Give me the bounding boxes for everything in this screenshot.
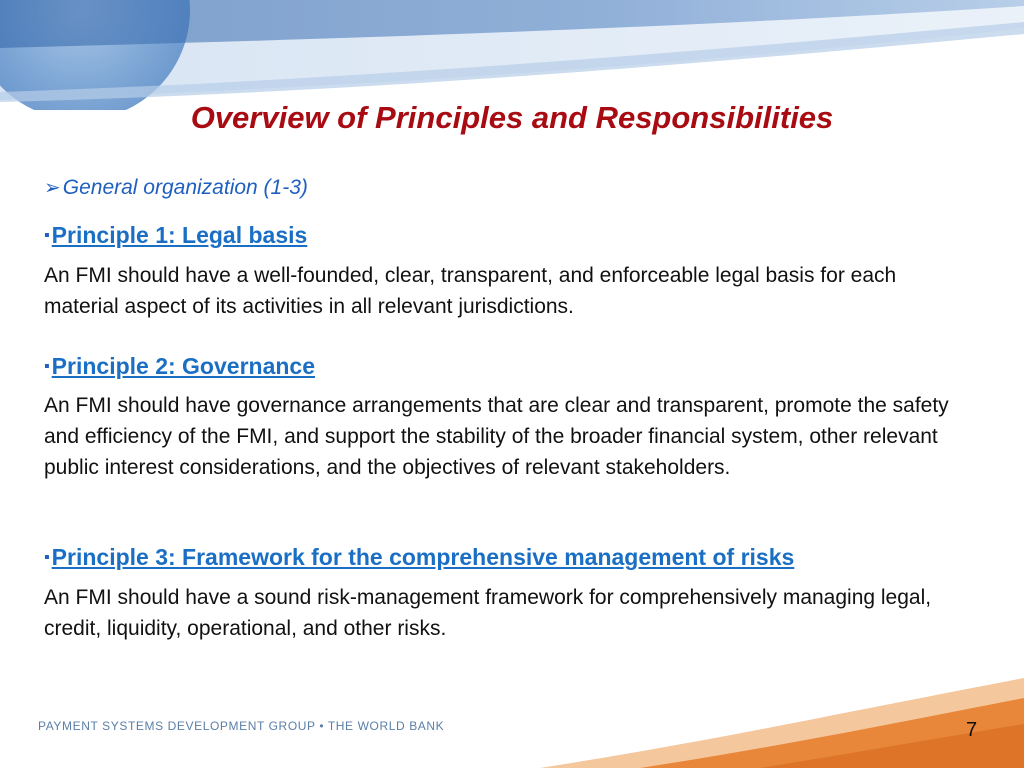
footer-swoosh bbox=[0, 660, 1024, 768]
page-number: 7 bbox=[966, 719, 978, 741]
principle-2-heading bbox=[44, 353, 315, 380]
footer-organization: PAYMENT SYSTEMS DEVELOPMENT GROUP • THE WORLD BANK bbox=[38, 719, 445, 733]
principle-3-heading bbox=[44, 544, 794, 571]
subheading-text: General organization (1-3) bbox=[62, 176, 308, 199]
principle-3-body: An FMI should have a sound risk-management framework for comprehensively managing legal, credit, liquidity, operational, and other risks. bbox=[44, 586, 932, 640]
square-bullet-icon: ▪ bbox=[44, 549, 50, 566]
principle-2-body: An FMI should have governance arrangements that are clear and transparent, promote the safety and efficiency of the FMI, and support the stability of the broader financial system, other relevant public interest considerations, and the objectives of relevant stakeholders. bbox=[44, 394, 949, 479]
arrow-bullet-icon: ➢ bbox=[44, 177, 61, 199]
principle-1-link[interactable]: Principle 1: Legal basis bbox=[51, 222, 308, 248]
principle-1-heading bbox=[44, 222, 307, 249]
header-banner bbox=[0, 0, 1024, 110]
principle-1-body: An FMI should have a well-founded, clear, transparent, and enforceable legal basis for each material aspect of its activities in all relevant jurisdictions. bbox=[44, 264, 897, 318]
square-bullet-icon: ▪ bbox=[44, 358, 50, 375]
square-bullet-icon: ▪ bbox=[44, 227, 50, 244]
principle-3-link[interactable]: Principle 3: Framework for the comprehensive management of risks bbox=[51, 544, 795, 570]
slide-title: Overview of Principles and Responsibilities bbox=[190, 100, 834, 135]
section-subheading bbox=[44, 175, 308, 200]
principle-2-link[interactable]: Principle 2: Governance bbox=[51, 353, 315, 379]
